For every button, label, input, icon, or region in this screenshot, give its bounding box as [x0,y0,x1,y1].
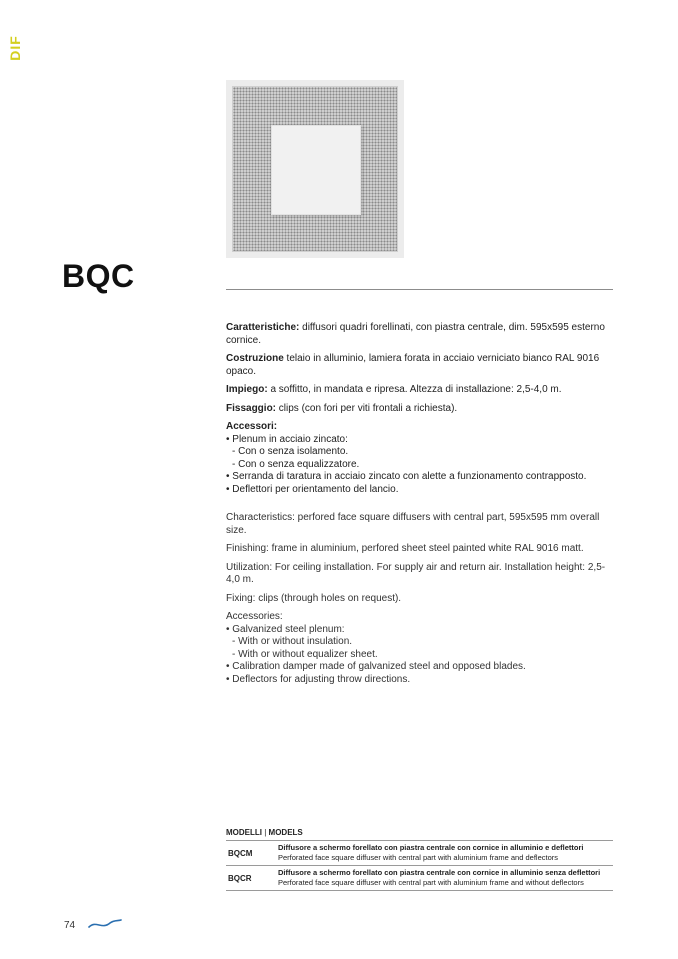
en-finishing [226,543,616,556]
list-item: • Deflectors for adjusting throw directions. [226,673,411,685]
list-item: • Deflettori per orientamento del lancio. [226,483,399,495]
en-accessories-list [226,624,616,687]
it-fissaggio-text: clips (con fori per viti frontali a richiesta). [276,402,458,414]
en-utilization-label: Utilization: [226,561,273,573]
en-characteristics-text: perfored face square diffusers with central part, 595x595 mm overall size. [226,512,600,536]
model-code: BQCR [228,873,252,883]
en-utilization-text: For ceiling installation. For supply air and return air. Installation height: 2,5-4,0 m. [226,561,606,585]
it-fissaggio [226,403,616,416]
en-fixing [226,593,616,606]
table-row [226,866,613,891]
model-desc-it: Diffusore a schermo forellato con piastra centrale con cornice in alluminio e deflettori [278,843,584,852]
perforated-diffuser-face [232,86,398,252]
list-item: • Serranda di taratura in acciaio zincato con alette a funzionamento contrapposto. [226,471,587,482]
list-item: - With or without equalizer sheet. [232,648,378,660]
en-accessories [226,611,616,686]
en-characteristics [226,512,616,537]
en-fixing-text: clips (through holes on request). [255,592,402,604]
table-row [226,841,613,866]
en-utilization [226,562,616,587]
it-impiego-label: Impiego: [226,384,268,395]
section-tab [2,32,28,64]
model-description [278,868,600,888]
model-desc-it: Diffusore a schermo forellato con piastra centrale con cornice in alluminio senza deflettori [278,868,601,877]
model-desc-en: Perforated face square diffuser with central part with aluminium frame and deflectors [278,853,558,862]
product-title: BQC [62,258,135,294]
brand-logo-icon [88,917,122,931]
it-costruzione-label: Costruzione [226,353,284,364]
model-desc-en: Perforated face square diffuser with central part with aluminium frame and without deflectors [278,878,584,887]
list-item: • Plenum in acciaio zincato: [226,433,348,445]
title-divider [226,289,613,290]
en-finishing-label: Finishing: [226,543,269,554]
it-caratteristiche-text: diffusori quadri forellinati, con piastra centrale, dim. 595x595 esterno cornice. [226,322,605,346]
en-finishing-text: frame in aluminium, perfored sheet steel painted white RAL 9016 matt. [268,543,584,554]
list-item: - With or without insulation. [232,636,353,647]
it-accessori [226,421,616,496]
model-code: BQCM [228,848,253,858]
it-costruzione-text: telaio in alluminio, lamiera forata in acciaio verniciato bianco RAL 9016 opaco. [226,353,600,377]
italian-description [226,322,616,496]
it-impiego-text: a soffitto, in mandata e ripresa. Altezza di installazione: 2,5-4,0 m. [267,384,562,395]
it-impiego [226,384,616,397]
models-header [226,828,613,841]
product-image [226,80,404,258]
list-item: • Galvanized steel plenum: [226,623,345,635]
central-plate [271,125,361,215]
models-header-en: MODELS [268,828,303,837]
list-item: • Calibration damper made of galvanized steel and opposed blades. [226,661,526,672]
it-costruzione [226,353,616,378]
section-tab-label: DIF [7,35,23,61]
model-description [278,843,584,863]
en-fixing-label: Fixing: [226,592,256,604]
en-characteristics-label: Characteristics: [226,512,295,523]
it-caratteristiche [226,322,616,347]
it-accessori-label: Accessori: [226,421,278,432]
english-description [226,512,616,686]
list-item: - Con o senza equalizzatore. [232,458,360,470]
models-header-it: MODELLI [226,828,262,837]
models-header-separator: | [262,828,269,837]
it-caratteristiche-label: Caratteristiche: [226,322,300,333]
en-accessories-label: Accessories: [226,611,283,622]
page-number: 74 [64,920,76,931]
list-item: - Con o senza isolamento. [232,446,349,457]
models-table [226,828,613,891]
it-accessori-list [226,434,616,497]
it-fissaggio-label: Fissaggio: [226,402,277,414]
